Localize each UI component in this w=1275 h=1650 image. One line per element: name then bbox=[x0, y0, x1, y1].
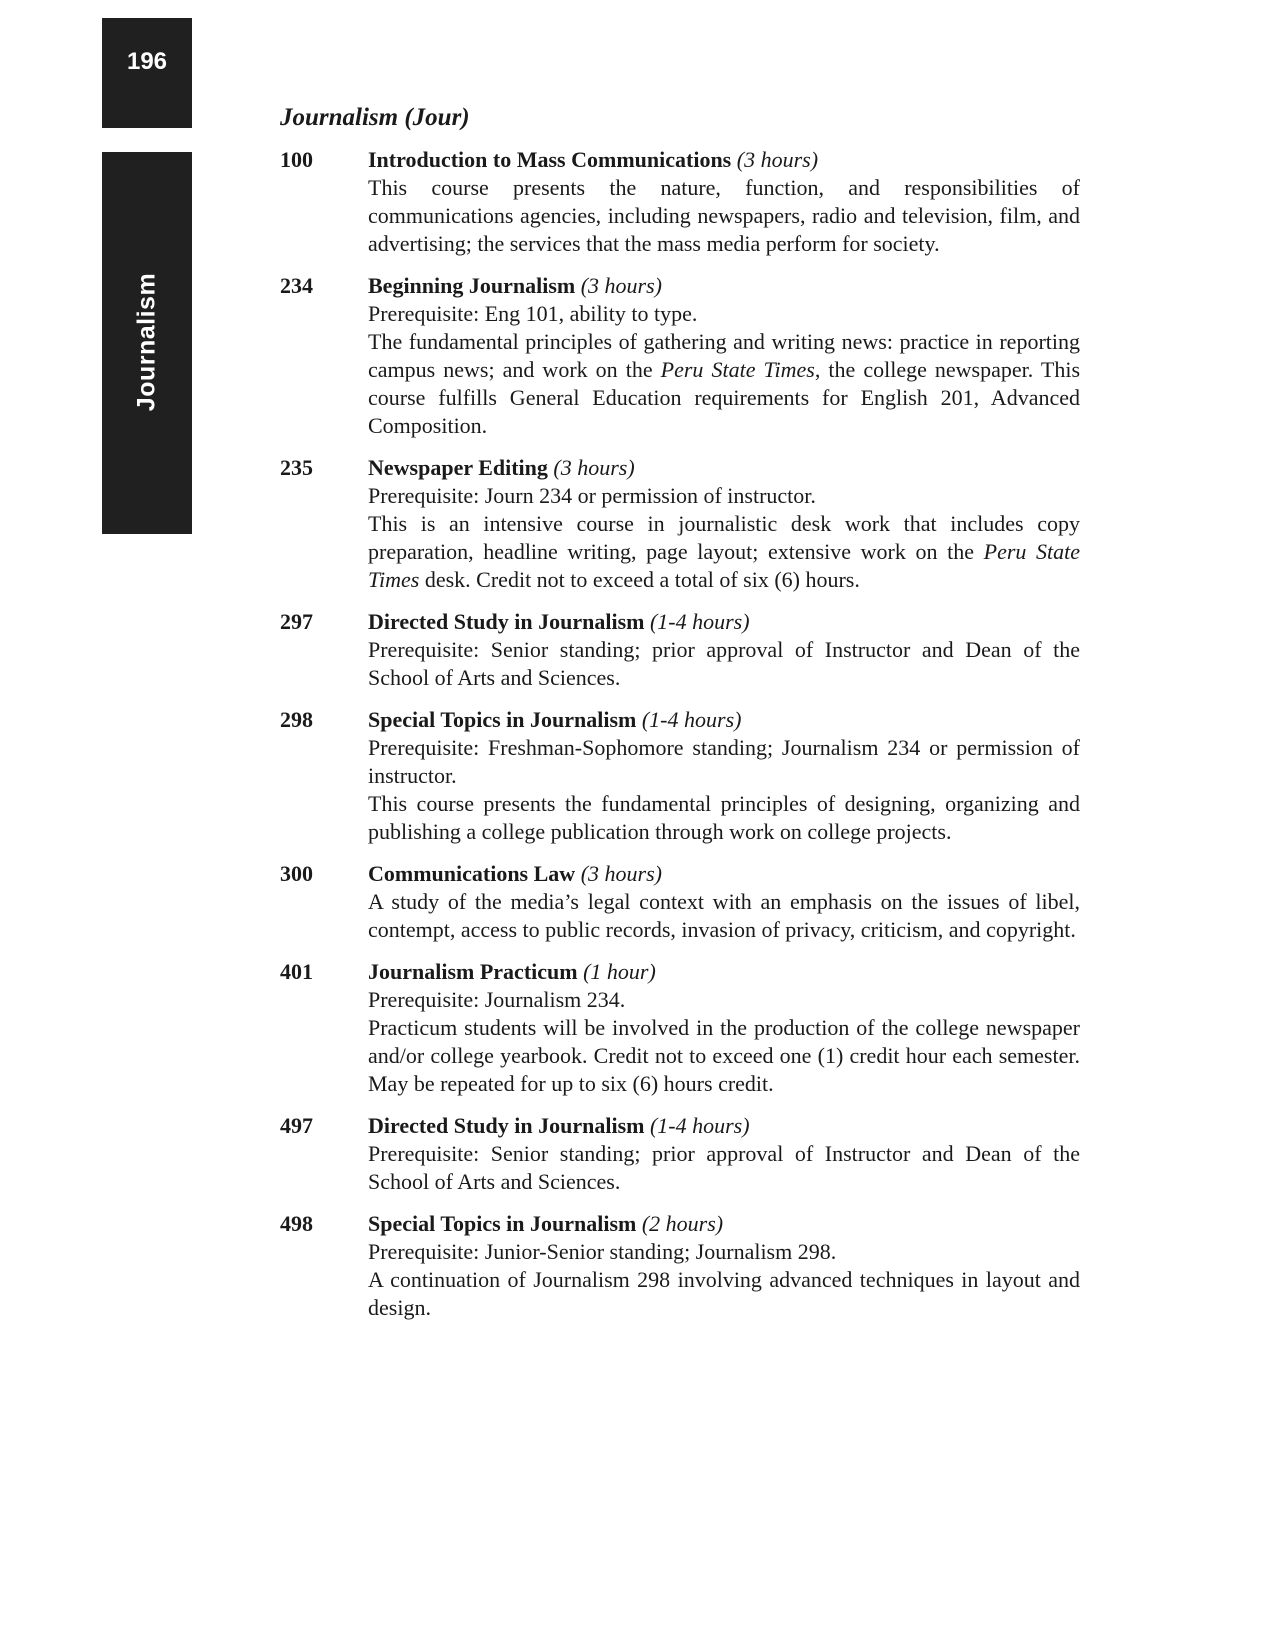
course-description bbox=[368, 328, 1080, 440]
course-entry bbox=[280, 1112, 1080, 1196]
course-prerequisite: Prerequisite: Journ 234 or permission of instructor. bbox=[368, 483, 816, 508]
course-body bbox=[368, 454, 1080, 594]
course-name: Special Topics in Journalism bbox=[368, 1211, 637, 1236]
course-description: A continuation of Journalism 298 involving advanced techniques in layout and design. bbox=[368, 1267, 1080, 1320]
course-name: Special Topics in Journalism bbox=[368, 707, 637, 732]
course-description: Practicum students will be involved in the production of the college newspaper and/or college yearbook. Credit not to exceed one (1) credit hour each semester. May be repeated for up to six (6) hours credit. bbox=[368, 1015, 1080, 1096]
course-entry bbox=[280, 146, 1080, 258]
course-hours: (2 hours) bbox=[641, 1211, 724, 1236]
department-title: Journalism (Jour) bbox=[280, 104, 470, 131]
page-number-tab bbox=[102, 18, 192, 128]
course-prerequisite: Prerequisite: Senior standing; prior approval of Instructor and Dean of the School of Arts and Sciences. bbox=[368, 1141, 1080, 1194]
course-entry bbox=[280, 454, 1080, 594]
course-number: 100 bbox=[280, 147, 313, 172]
description-text: desk. Credit not to exceed a total of six (6) hours. bbox=[419, 567, 860, 592]
course-hours: (1-4 hours) bbox=[641, 707, 742, 732]
course-body bbox=[368, 860, 1080, 944]
course-heading bbox=[368, 608, 1080, 636]
course-name: Directed Study in Journalism bbox=[368, 1113, 645, 1138]
course-heading bbox=[368, 706, 1080, 734]
course-body bbox=[368, 706, 1080, 846]
course-hours: (1 hour) bbox=[583, 959, 656, 984]
course-list bbox=[280, 104, 1080, 1336]
course-heading bbox=[368, 860, 1080, 888]
description-text: The fundamental principles of gathering and writing news: practice in reporting campus news; and work on the bbox=[368, 329, 1080, 382]
course-hours: (1-4 hours) bbox=[649, 609, 750, 634]
course-description: A study of the media’s legal context with an emphasis on the issues of libel, contempt, access to public records, invasion of privacy, criticism, and copyright. bbox=[368, 889, 1080, 942]
course-entry bbox=[280, 272, 1080, 440]
course-entry bbox=[280, 1210, 1080, 1322]
course-prerequisite: Prerequisite: Freshman-Sophomore standing; Journalism 234 or permission of instructor. bbox=[368, 735, 1080, 788]
course-body bbox=[368, 608, 1080, 692]
course-entry bbox=[280, 706, 1080, 846]
course-name: Directed Study in Journalism bbox=[368, 609, 645, 634]
course-body bbox=[368, 1210, 1080, 1322]
course-entry bbox=[280, 860, 1080, 944]
course-number: 298 bbox=[280, 707, 313, 732]
section-tab bbox=[102, 152, 192, 534]
course-entry bbox=[280, 608, 1080, 692]
course-heading bbox=[368, 958, 1080, 986]
course-body bbox=[368, 1112, 1080, 1196]
course-hours: (3 hours) bbox=[736, 147, 819, 172]
course-number: 498 bbox=[280, 1211, 313, 1236]
course-number: 297 bbox=[280, 609, 313, 634]
course-entry bbox=[280, 958, 1080, 1098]
description-text: This is an intensive course in journalistic desk work that includes copy preparation, headline writing, page layout; extensive work on the bbox=[368, 511, 1080, 564]
course-description: This course presents the nature, function, and responsibilities of communications agencies, including newspapers, radio and television, film, and advertising; the services that the mass media perform for society. bbox=[368, 175, 1080, 256]
course-description bbox=[368, 510, 1080, 594]
course-name: Beginning Journalism bbox=[368, 273, 576, 298]
course-hours: (3 hours) bbox=[553, 455, 635, 480]
course-prerequisite: Prerequisite: Eng 101, ability to type. bbox=[368, 301, 698, 326]
course-hours: (1-4 hours) bbox=[649, 1113, 750, 1138]
page-number: 196 bbox=[126, 48, 168, 75]
course-body bbox=[368, 272, 1080, 440]
course-number: 234 bbox=[280, 273, 313, 298]
course-heading bbox=[368, 454, 1080, 482]
course-name: Newspaper Editing bbox=[368, 455, 548, 480]
publication-title: Peru State Times bbox=[368, 539, 1080, 592]
course-number: 401 bbox=[280, 959, 313, 984]
section-tab-label: Journalism bbox=[132, 272, 161, 412]
course-name: Journalism Practicum bbox=[368, 959, 578, 984]
course-prerequisite: Prerequisite: Senior standing; prior approval of Instructor and Dean of the School of Arts and Sciences. bbox=[368, 637, 1080, 690]
course-number: 497 bbox=[280, 1113, 313, 1138]
course-heading bbox=[368, 1112, 1080, 1140]
course-number: 300 bbox=[280, 861, 313, 886]
course-body bbox=[368, 958, 1080, 1098]
description-text: , the college newspaper. This course fulfills General Education requirements for English 201, Advanced Composition. bbox=[368, 357, 1081, 438]
course-hours: (3 hours) bbox=[580, 861, 662, 886]
course-heading bbox=[368, 1210, 1080, 1238]
course-number: 235 bbox=[280, 455, 313, 480]
course-prerequisite: Prerequisite: Junior-Senior standing; Journalism 298. bbox=[368, 1239, 837, 1264]
course-body bbox=[368, 146, 1080, 258]
course-heading bbox=[368, 272, 1080, 300]
course-heading bbox=[368, 146, 1080, 174]
course-name: Introduction to Mass Communications bbox=[368, 147, 732, 172]
course-name: Communications Law bbox=[368, 861, 576, 886]
course-description: This course presents the fundamental principles of designing, organizing and publishing a college publication through work on college projects. bbox=[368, 791, 1080, 844]
course-prerequisite: Prerequisite: Journalism 234. bbox=[368, 987, 626, 1012]
course-hours: (3 hours) bbox=[580, 273, 662, 298]
publication-title: Peru State Times bbox=[660, 357, 815, 382]
